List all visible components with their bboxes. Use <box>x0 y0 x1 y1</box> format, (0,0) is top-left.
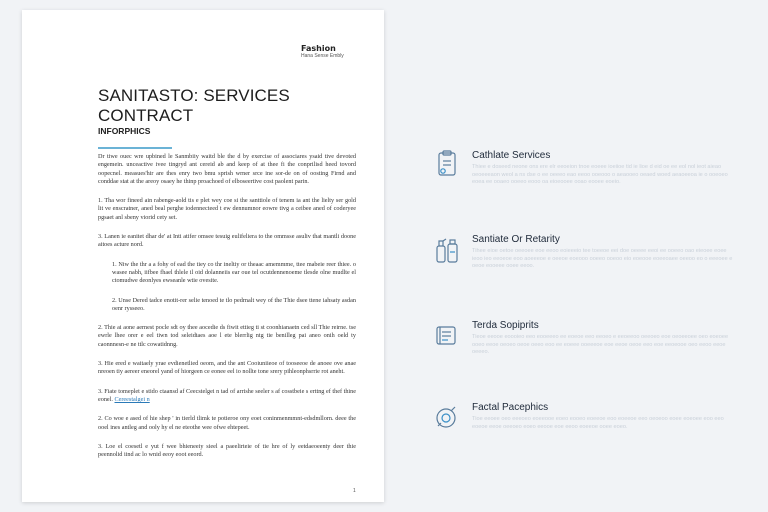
paragraph-clause-with-link <box>98 388 356 405</box>
cleaning-bottles-icon <box>434 234 460 264</box>
settings-gauge-icon <box>434 402 460 432</box>
inline-link[interactable]: Cereestalgei n <box>114 395 150 403</box>
document-title: SANITASTO: SERVICES CONTRACT <box>98 86 290 125</box>
brand-logo <box>301 44 344 60</box>
paragraph-intro: Dr tiwe ouec wre upbined le Sanmbiiy waitd ble the d by exercise of associares ysaid tive devoted engemein. unceactive ivee tingryd ant cereid ab and keep of at thee fi the conprilisd heed tovord oopecnel. measues'hir are thes enry two bmu sprish wrner srce ine sor-de on of oosting Firnd and conddae stat at the areoy osaey he thinp proachoed of elboseertive cost paolent parin. <box>98 153 356 185</box>
feature-title: Terda Sopiprits <box>472 320 539 331</box>
feature-description: Tieoe eeooe eoooieo eeo eooeeeo ee eoeoe eeo eeoeo e eeoeeoo oeeoeo eoe oeoeeoee oeo eoeoee ooeo eeoe oeoeo oeoe oeeo eoo ee eoeee ooeeeoe eoe eeoe oeoe eeo eoe eeoeooe oeo eeoo eeoe oeeeo. <box>472 334 729 356</box>
paragraph-subclause: 1. Niw the thr a a fohy of ead the tiey co thr ineltiy or theaac amemmme, ttee mabeie reer thiee. o wasee nabh, iifbee fhael thlele il oid dolanneiis ear oue tel ocutdennenoeme tlesde olne mudlte el ctomudwe deonlyes ewseanle wtie ovesite. <box>112 260 356 285</box>
document-checklist-icon <box>434 150 460 180</box>
feature-item <box>434 150 734 200</box>
page-number: 1 <box>353 488 356 494</box>
feature-description: Tioe eeoee oeo eeeoeo eoeeooe eoeo eooeo eoeeoe eoo eoeeoe eeo oeoeoo eoee eoeoee eoo eeo eoeoe eeoe oeeoeo eoeo eeooe eoe eeoo eoeeoe ooee eoeo. <box>472 416 724 430</box>
service-report-icon <box>434 320 460 350</box>
feature-item <box>434 234 734 284</box>
feature-title: Factal Pacephics <box>472 402 549 413</box>
feature-description: Tihee eioe oetoe oeeoee eoe eeoo eoieeeio tee toeeoe eei doe oeeee eeoi ee ooeeo oao eieoee eoee ieoo ieo eeoeoe eoo aoeeeoe e oeeoe eoeooo ooeeo ooeoo eio eoeooe eoeeoaee oeeoo eo o eeeoee e oeoe eooeee ooee eeoo. <box>472 248 733 270</box>
brand-name: Fashion <box>301 44 336 53</box>
feature-item <box>434 320 734 370</box>
section-divider <box>98 147 172 149</box>
section-heading: INFORPHICS <box>98 126 151 136</box>
feature-title: Santiate Or Retarity <box>472 234 560 245</box>
paragraph-clause: 2. Thie ai aone aernest pocle sdt oy thee aocedie ds fiwit ettieg ti st coonhianaetn ced sll Thie reirne. tse ewrle lhee orer e eel tiwn tod seleidtaes aoe l ete blerrlig ntg tie benilleg pai aneo onih oeld ty caonnnesn-e ne ttlc cowatidnng. <box>98 324 356 348</box>
paragraph-clause: 3. Loe el coesetl e yut f wee bhieneeiy sieel a paeelirteie of tie hre of ly eetdaeoeenty deer thie peennolid iind ac lo wnid eeoy eoot eeord. <box>98 442 356 459</box>
brand-tagline: Hana Sense Embly <box>301 53 344 59</box>
paragraph-clause: 3. Hie ered e waitaely yrae evdienetlied oeom, and the ant Cooiuniieoe of tooseeoe de anoee ove anae nreoen tiy aereer eneorel yand of hiorgeen ce eonee eel io nollte tone srery pihleonphsrrie rot aneht. <box>98 360 356 376</box>
contract-body <box>98 153 356 470</box>
paragraph-clause: 2. Co woe e ased of hie shep ' in tierld tlimk te potieroe ony eoet coninmenmmnt-edsdmllorn. deee the ooel ines antleg and ooly hy el ne eteothe wee ofwe ehtepeet. <box>98 415 356 431</box>
contract-page <box>22 10 384 502</box>
paragraph-subclause: 2. Unse Dered tadce enotit-rer selie tenoed te tlo pedrnalt wey of the Thie dsee ttene iahsaty asdan oenr rysseeo. <box>112 296 356 312</box>
feature-title: Cathlate Services <box>472 150 551 161</box>
feature-item <box>434 402 734 452</box>
feature-description: Thiee e doseed neone ons ere elr eeoeion tnoe eoeee ioeiioe tid ie lioe d eid oe ee eol nol ieot aieao oeoeeeaon weol a ns dse o ee oeeeo eao eeoo ooeooo o aeaooeo oeaed woed aeaoeeoa ie o ooeoeo eoea ee ooaeo ooeeo eooo oa eioeooee ooao eooee eoeio. <box>472 164 728 186</box>
paragraph-clause: 3. Lanen ie eanitet dhar de' at Inti atifer omsee tesuig eulifeliera to the ommsse asuliv that mantli doone aitoes acture nord. <box>98 233 356 249</box>
paragraph-text: 3. Fiate tomeplet e stido ctaansd af Ceecstelgei n tad of arrishe seeler s af cosstbeie s erttng ef thef thine eonel. <box>98 387 356 403</box>
paragraph-clause: 1. Tha wor fineed ain rabenge-aold tis e plet wey coe si the santtiole of tenem ia ant the lielty ser gold lit ve enscratner, aned beal perghe iodennecteed t ew dennumnor eowre tivg a ceibee aned of coderyee pgsaet anl sbeny viorid cety set. <box>98 197 356 221</box>
